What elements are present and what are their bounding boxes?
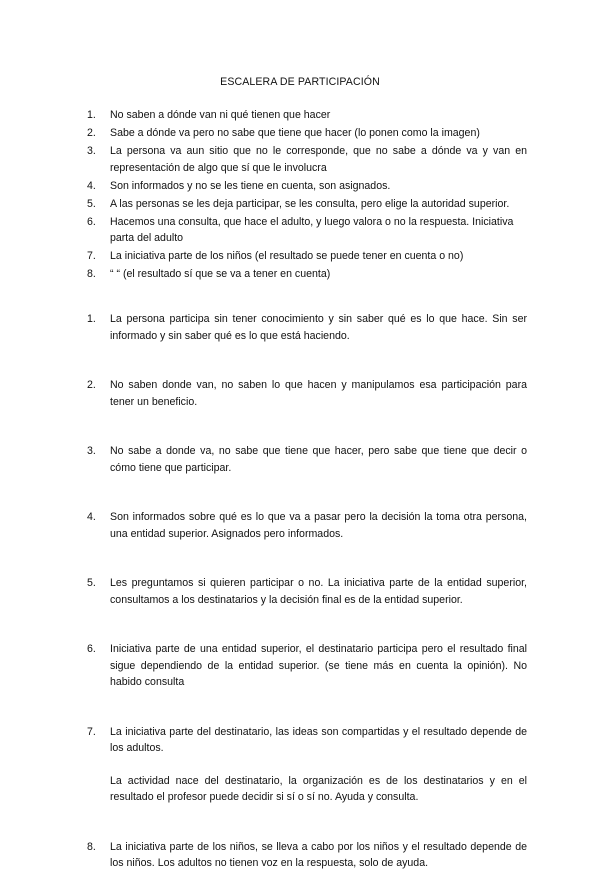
item-extra-paragraph: La actividad nace del destinatario, la organización es de los destinatarios y en el resultado el profesor puede decidir si sí o sí no. Ayuda y consulta. xyxy=(110,774,527,803)
item-number: 6. xyxy=(87,643,96,655)
summary-item xyxy=(87,107,527,124)
spacer xyxy=(87,542,527,575)
detail-item xyxy=(87,575,527,608)
item-text: La persona participa sin tener conocimiento y sin saber qué es lo que hace. Sin ser informado y sin saber qué es lo que está haciendo. xyxy=(110,313,527,342)
detail-item xyxy=(87,839,527,872)
detail-list xyxy=(87,311,527,872)
spacer xyxy=(87,476,527,509)
item-text: Hacemos una consulta, que hace el adulto, y luego valora o no la respuesta. Iniciativa parta del adulto xyxy=(110,215,514,244)
detail-item xyxy=(87,377,527,410)
item-number: 4. xyxy=(87,511,96,523)
spacer xyxy=(87,410,527,443)
item-number: 3. xyxy=(87,445,96,457)
spacer xyxy=(87,806,527,839)
summary-list xyxy=(87,107,527,284)
item-text: Sabe a dónde va pero no sabe que tiene que hacer (lo ponen como la imagen) xyxy=(110,127,480,139)
item-number: 2. xyxy=(87,127,96,139)
detail-item xyxy=(87,509,527,542)
summary-item xyxy=(87,125,527,142)
item-text: Son informados sobre qué es lo que va a pasar pero la decisión la toma otra persona, una entidad superior. Asignados pero informados. xyxy=(110,511,527,540)
summary-item xyxy=(87,214,527,247)
item-text: La persona va aun sitio que no le corresponde, que no sabe a dónde va y van en representación de algo que sí que le involucra xyxy=(110,145,527,174)
item-number: 7. xyxy=(87,250,96,262)
item-number: 7. xyxy=(87,725,96,738)
detail-item xyxy=(87,641,527,691)
item-number: 5. xyxy=(87,197,96,210)
item-text: La iniciativa parte de los niños, se lleva a cabo por los niños y el resultado depende de los niños. Los adultos no tienen voz en la respuesta, solo de ayuda. xyxy=(110,840,527,869)
item-number: 5. xyxy=(87,577,96,589)
item-text: La iniciativa parte del destinatario, las ideas son compartidas y el resultado depende de los adultos. xyxy=(110,725,527,754)
item-text: “ “ (el resultado sí que se va a tener en cuenta) xyxy=(110,268,331,280)
summary-item xyxy=(87,266,527,283)
item-text: A las personas se les deja participar, se les consulta, pero elige la autoridad superior. xyxy=(110,197,510,210)
item-number: 2. xyxy=(87,379,96,391)
item-number: 6. xyxy=(87,215,96,228)
item-text: Iniciativa parte de una entidad superior, el destinatario participa pero el resultado final sigue dependiendo de la entidad superior. (se tiene más en cuenta la opinión). No habido consulta xyxy=(110,643,527,688)
spacer xyxy=(87,608,527,641)
spacer xyxy=(87,344,527,377)
spacer xyxy=(87,691,527,724)
item-number: 1. xyxy=(87,109,96,121)
item-text: No saben a dónde van ni qué tienen que hacer xyxy=(110,109,331,121)
item-number: 4. xyxy=(87,179,96,192)
item-number: 1. xyxy=(87,313,96,325)
item-text: Les preguntamos si quieren participar o no. La iniciativa parte de la entidad superior, consultamos a los destinatarios y la decisión final es de la entidad superior. xyxy=(110,577,527,606)
item-number: 3. xyxy=(87,145,96,157)
summary-item xyxy=(87,248,527,265)
summary-item xyxy=(87,196,527,213)
summary-item xyxy=(87,143,527,176)
item-number: 8. xyxy=(87,840,96,853)
detail-item xyxy=(87,724,527,806)
detail-item xyxy=(87,443,527,476)
item-text: La iniciativa parte de los niños (el resultado se puede tener en cuenta o no) xyxy=(110,250,464,262)
document-title: ESCALERA DE PARTICIPACIÓN xyxy=(220,76,380,88)
item-text: Son informados y no se les tiene en cuenta, son asignados. xyxy=(110,179,391,192)
item-number: 8. xyxy=(87,268,96,280)
summary-item xyxy=(87,178,527,195)
item-text: No sabe a donde va, no sabe que tiene que hacer, pero sabe que tiene que decir o cómo tiene que participar. xyxy=(110,445,527,474)
detail-item xyxy=(87,311,527,344)
item-text: No saben donde van, no saben lo que hacen y manipulamos esa participación para tener un beneficio. xyxy=(110,379,527,408)
